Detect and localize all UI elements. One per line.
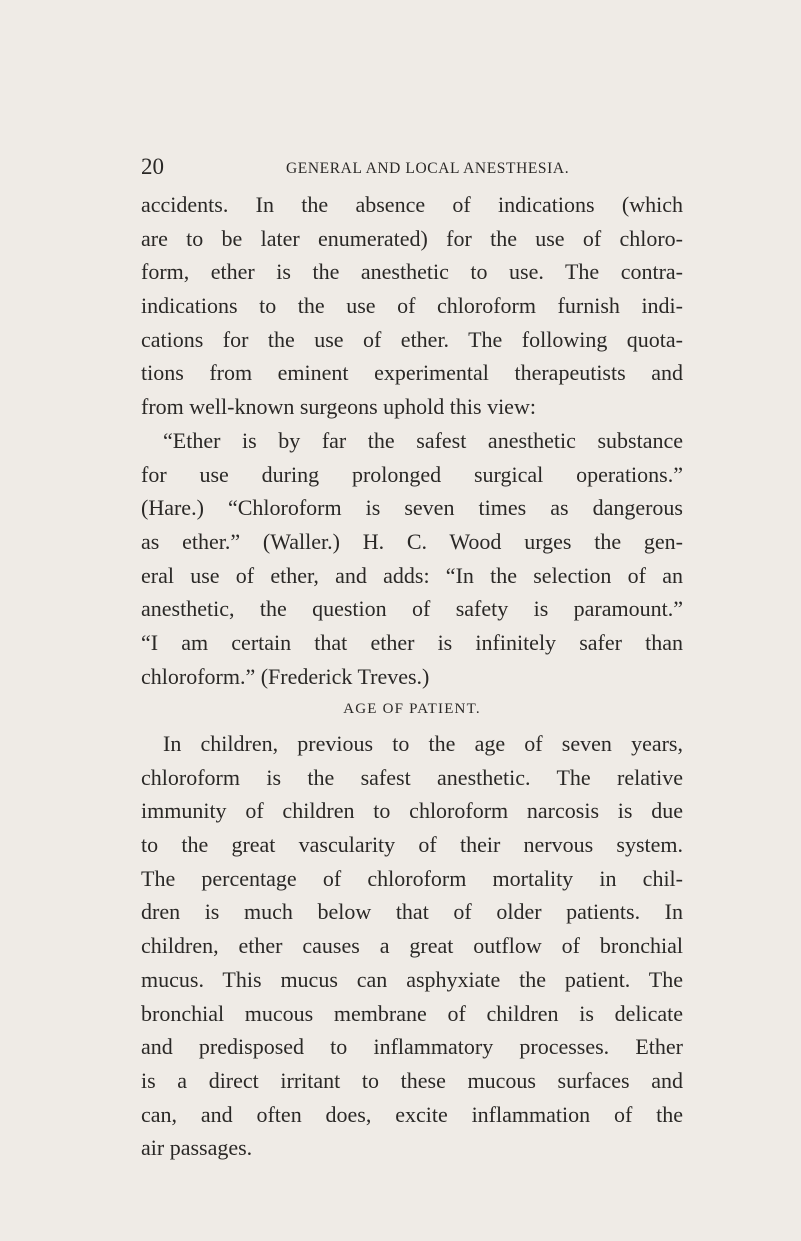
text-line: to the great vascularity of their nervous system. [141,832,683,858]
text-line: “I am certain that ether is infinitely safer than [141,629,683,655]
text-line: air passages. [141,1135,253,1161]
text-line: indications to the use of chloroform furnish indi- [141,293,683,319]
body-text [141,188,683,1165]
running-head: GENERAL AND LOCAL ANESTHESIA. [286,160,570,177]
text-line: (Hare.) “Chloroform is seven times as dangerous [141,495,683,521]
text-line: from well-known surgeons uphold this view: [141,394,536,420]
text-line: form, ether is the anesthetic to use. The contra- [141,259,683,285]
text-line: immunity of children to chloroform narcosis is due [141,798,683,824]
text-line: for use during prolonged surgical operations.” [141,461,683,487]
text-line: “Ether is by far the safest anesthetic substance [163,427,683,453]
text-line: mucus. This mucus can asphyxiate the patient. The [141,966,683,992]
text-line: anesthetic, the question of safety is paramount.” [141,596,683,622]
text-line: children, ether causes a great outflow of bronchial [141,933,683,959]
text-line: The percentage of chloroform mortality in chil- [141,865,683,891]
page-number: 20 [141,154,164,179]
text-line: accidents. In the absence of indications (which [141,192,683,217]
text-line: can, and often does, excite inflammation of the [141,1101,683,1127]
text-line: are to be later enumerated) for the use of chloro- [141,225,683,251]
text-line: is a direct irritant to these mucous surfaces and [141,1067,683,1093]
text-line: In children, previous to the age of seven years, [163,731,683,756]
text-line: as ether.” (Waller.) H. C. Wood urges the gen- [141,528,683,554]
text-line: cations for the use of ether. The following quota- [141,326,683,352]
text-line: chloroform.” (Frederick Treves.) [141,663,430,689]
section-heading: AGE OF PATIENT. [343,701,481,718]
text-line: dren is much below that of older patients. In [141,899,683,925]
text-line: and predisposed to inflammatory processes. Ether [141,1034,683,1060]
page-header [141,150,701,180]
text-line: bronchial mucous membrane of children is delicate [141,1000,683,1026]
text-line: eral use of ether, and adds: “In the selection of an [141,562,683,588]
text-line: tions from eminent experimental therapeutists and [141,360,683,386]
text-line: chloroform is the safest anesthetic. The relative [141,764,683,790]
